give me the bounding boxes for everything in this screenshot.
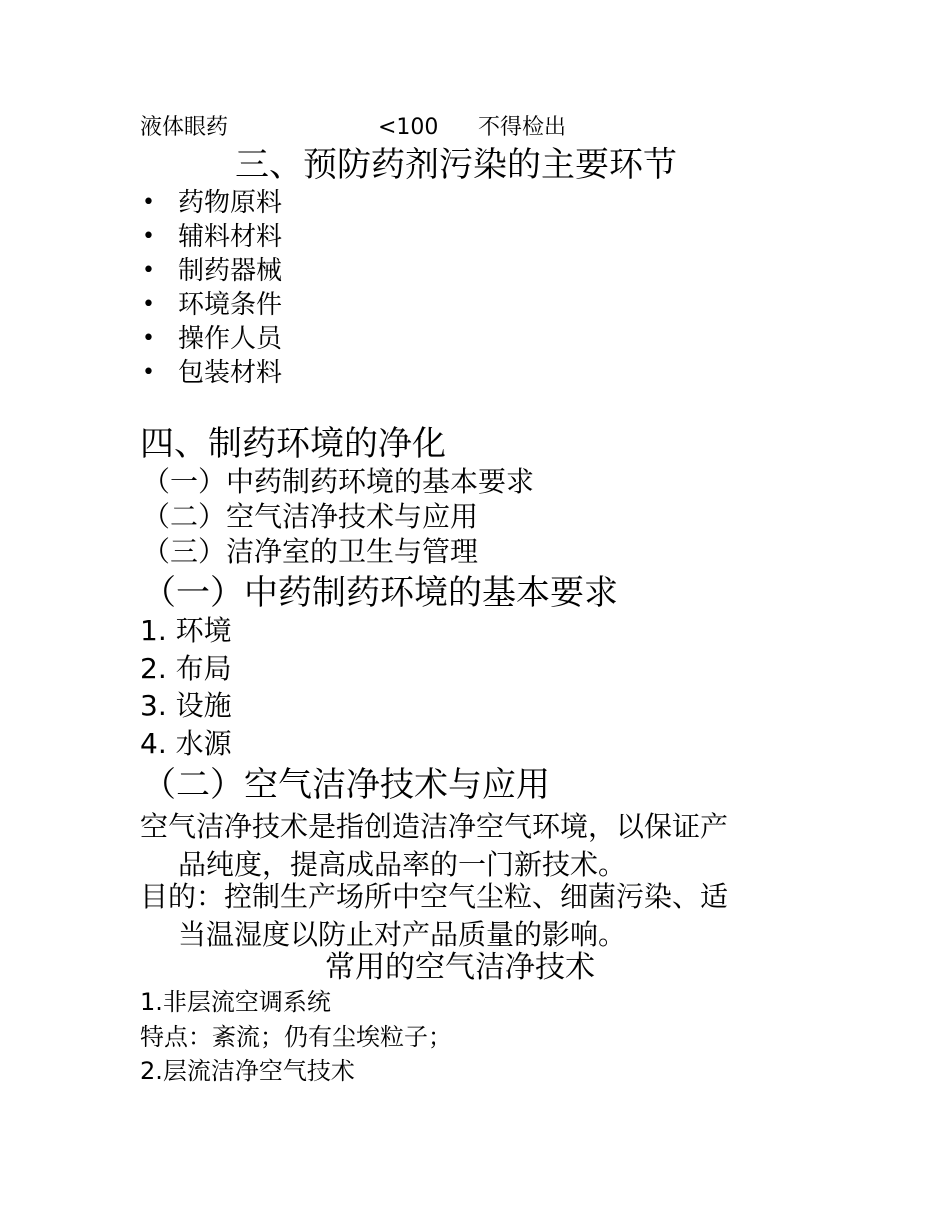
row-result: 不得检出 — [478, 115, 567, 140]
bullet-icon: • — [142, 224, 155, 249]
numbered-item: 1. 环境 — [140, 614, 232, 647]
section4-title: 四、制药环境的净化 — [140, 424, 446, 464]
paragraph-purpose: 目的：控制生产场所中空气尘粒、细菌污染、适 当温湿度以防止对产品质量的影响。 — [140, 880, 729, 951]
techniques-subtitle: 常用的空气洁净技术 — [325, 950, 595, 985]
list-item: • 环境条件 — [142, 290, 283, 320]
table-row — [140, 115, 840, 141]
technique-item: 2.层流洁净空气技术 — [140, 1057, 355, 1085]
section3-title: 三、预防药剂污染的主要环节 — [235, 145, 677, 185]
numbered-item: 4. 水源 — [140, 727, 232, 760]
toc-item: （一）中药制药环境的基本要求 — [142, 465, 535, 498]
toc-item: （三）洁净室的卫生与管理 — [142, 535, 479, 568]
list-item: • 药物原料 — [142, 188, 283, 218]
bullet-icon: • — [142, 190, 155, 215]
list-item: • 操作人员 — [142, 324, 283, 354]
section3-list — [140, 186, 282, 390]
toc-item: （二）空气洁净技术与应用 — [142, 500, 479, 533]
list-item: • 制药器械 — [142, 256, 283, 286]
bullet-icon: • — [142, 326, 155, 351]
part1-title: （一）中药制药环境的基本要求 — [142, 573, 618, 613]
numbered-item: 2. 布局 — [140, 652, 232, 685]
bullet-icon: • — [142, 360, 155, 385]
paragraph-definition: 空气洁净技术是指创造洁净空气环境，以保证产 品纯度，提高成品率的一门新技术。 — [140, 810, 729, 881]
bullet-icon: • — [142, 258, 155, 283]
row-name: 液体眼药 — [140, 115, 229, 140]
numbered-item: 3. 设施 — [140, 689, 232, 722]
technique-feature: 特点：紊流；仍有尘埃粒子； — [140, 1023, 452, 1051]
row-limit: <100 — [378, 115, 439, 140]
list-item: • 包装材料 — [142, 358, 283, 388]
technique-item: 1.非层流空调系统 — [140, 988, 331, 1016]
part2-title: （二）空气洁净技术与应用 — [142, 765, 550, 805]
bullet-icon: • — [142, 292, 155, 317]
list-item: • 辅料材料 — [142, 222, 283, 252]
